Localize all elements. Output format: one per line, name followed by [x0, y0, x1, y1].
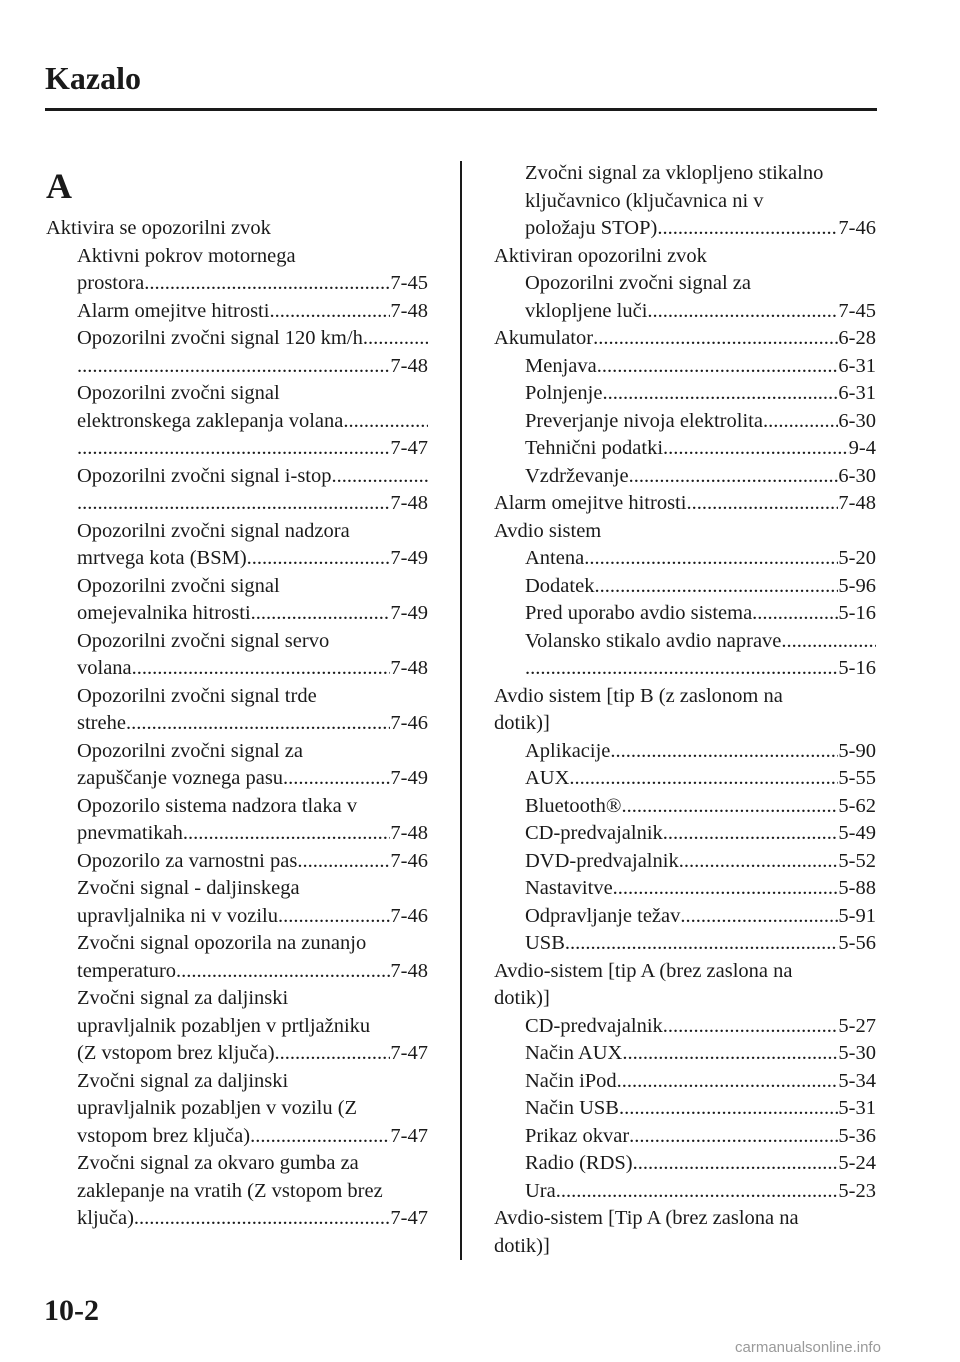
entry-term: Polnjenje: [525, 382, 603, 404]
index-heading: Zvočni signal za daljinski: [77, 987, 289, 1009]
index-heading: upravljalnik pozabljen v vozilu (Z: [77, 1097, 358, 1119]
entry-term: CD-predvajalnik: [525, 822, 663, 844]
dot-leader: [247, 545, 391, 573]
entry-page-ref: 7-49: [390, 767, 428, 789]
index-heading: Opozorilni zvočni signal servo: [77, 629, 330, 652]
index-entry: [494, 628, 876, 656]
dot-leader: [619, 1095, 838, 1123]
index-entry: [494, 600, 876, 628]
dot-leader: [597, 353, 839, 381]
entry-page-ref: 5-62: [838, 794, 876, 817]
entry-term: USB: [525, 932, 565, 954]
index-heading: ključavnico (ključavnica ni v: [525, 189, 764, 212]
section-letter: A: [46, 166, 72, 206]
dot-leader: [283, 765, 390, 793]
entry-page-ref: 9-4: [848, 437, 876, 459]
entry-page-ref: 7-48: [390, 492, 428, 514]
index-heading: Opozorilni zvočni signal trde: [77, 684, 317, 707]
entry-page-ref: 5-30: [838, 1042, 876, 1064]
entry-term: Način USB: [525, 1097, 619, 1119]
entry-term: Odpravljanje težav: [525, 904, 681, 927]
entry-term: Vzdrževanje: [525, 464, 629, 487]
entry-term: Alarm omejitve hitrosti: [77, 299, 270, 322]
dot-leader: [569, 765, 838, 793]
index-heading: Aktivira se opozorilni zvok: [46, 217, 271, 239]
dot-leader: [297, 848, 390, 876]
entry-term: volana: [77, 657, 132, 679]
entry-term: pnevmatikah: [77, 822, 183, 844]
entry-term: Opozorilo za varnostni pas: [77, 849, 298, 872]
index-entry: [494, 215, 876, 243]
index-entry: [46, 655, 428, 683]
entry-term: Preverjanje nivoja elektrolita: [525, 409, 763, 432]
dot-leader: [622, 1040, 838, 1068]
dot-leader: [752, 600, 838, 628]
entry-term: položaju STOP): [525, 217, 658, 239]
entry-page-ref: 6-30: [838, 409, 876, 432]
index-heading: Zvočni signal opozorila na zunanjo: [77, 932, 367, 954]
dot-leader: [132, 655, 391, 683]
dot-leader: [781, 628, 876, 656]
entry-page-ref: 7-45: [390, 272, 428, 294]
dot-leader: [77, 353, 390, 381]
index-entry: [494, 298, 876, 326]
index-entry: [494, 1095, 876, 1123]
index-entry: [494, 930, 876, 958]
entry-page-ref: 7-48: [390, 959, 428, 982]
index-entry: [494, 353, 876, 381]
index-entry: [494, 435, 876, 463]
dot-leader: [647, 298, 838, 326]
entry-term: Prikaz okvar: [525, 1124, 630, 1147]
index-entry: [46, 270, 428, 298]
entry-term: CD-predvajalnik: [525, 1014, 663, 1037]
entry-term: Bluetooth®: [525, 794, 622, 817]
entry-term: Pred uporabo avdio sistema: [525, 602, 753, 624]
index-entry: [46, 298, 428, 326]
entry-page-ref: 5-23: [838, 1179, 876, 1202]
entry-page-ref: 5-55: [838, 767, 876, 789]
index-heading: zaklepanje na vratih (Z vstopom brez: [77, 1179, 383, 1202]
index-entry: [46, 435, 428, 463]
dot-leader: [251, 600, 391, 628]
index-entry: [494, 1040, 876, 1068]
entry-term: ključa): [77, 1207, 134, 1229]
entry-page-ref: 5-31: [838, 1097, 876, 1119]
column-divider: [460, 161, 462, 1260]
entry-page-ref: 5-96: [838, 574, 876, 597]
entry-page-ref: 7-46: [390, 849, 428, 872]
index-heading: Opozorilni zvočni signal: [77, 574, 280, 597]
entry-page-ref: 7-45: [838, 299, 876, 322]
index-entry: [46, 408, 428, 436]
entry-page-ref: 7-46: [390, 712, 428, 734]
index-entry: [494, 1068, 876, 1096]
index-heading: Opozorilni zvočni signal: [77, 382, 280, 404]
dot-leader: [332, 463, 429, 491]
entry-term: Radio (RDS): [525, 1152, 633, 1174]
index-entry: [494, 655, 876, 683]
dot-leader: [565, 930, 839, 958]
index-heading: Avdio sistem [tip B (z zaslonom na: [494, 684, 783, 707]
index-entry: [46, 765, 428, 793]
dot-leader: [663, 435, 849, 463]
entry-term: omejevalnika hitrosti: [77, 602, 251, 624]
dot-leader: [584, 545, 838, 573]
index-heading: upravljalnik pozabljen v prtljažniku: [77, 1014, 371, 1037]
index-heading: Opozorilni zvočni signal za: [525, 272, 752, 294]
entry-term: Opozorilni zvočni signal 120 km/h: [77, 327, 363, 349]
entry-term: mrtvega kota (BSM): [77, 547, 247, 569]
dot-leader: [278, 903, 390, 931]
index-heading: Zvočni signal za daljinski: [77, 1069, 289, 1092]
entry-page-ref: 7-47: [390, 1124, 428, 1147]
dot-leader: [525, 655, 838, 683]
dot-leader: [594, 573, 838, 601]
dot-leader: [556, 1178, 839, 1206]
entry-page-ref: 5-34: [838, 1069, 876, 1092]
dot-leader: [269, 298, 390, 326]
entry-page-ref: 7-48: [390, 299, 428, 322]
index-heading: dotik)]: [494, 712, 550, 734]
index-entry: [494, 408, 876, 436]
index-entry: [494, 738, 876, 766]
index-entry: [494, 765, 876, 793]
index-heading: Avdio-sistem [tip A (brez zaslona na: [494, 959, 793, 982]
entry-page-ref: 5-56: [838, 932, 876, 954]
dot-leader: [126, 710, 390, 738]
index-entry: [46, 1123, 428, 1151]
entry-page-ref: 7-47: [390, 1042, 428, 1064]
entry-term: Aplikacije: [525, 739, 611, 762]
index-heading: Avdio-sistem [Tip A (brez zaslona na: [494, 1207, 799, 1229]
entry-page-ref: 7-46: [390, 904, 428, 927]
dot-leader: [343, 408, 428, 436]
dot-leader: [134, 1205, 391, 1233]
dot-leader: [621, 793, 838, 821]
index-entry: [494, 848, 876, 876]
header-rule: [45, 108, 877, 111]
entry-page-ref: 7-49: [390, 602, 428, 624]
entry-page-ref: 7-48: [390, 822, 428, 844]
dot-leader: [663, 1013, 839, 1041]
entry-term: strehe: [77, 712, 126, 734]
dot-leader: [250, 1123, 390, 1151]
dot-leader: [144, 270, 390, 298]
index-entry: [494, 1123, 876, 1151]
index-heading: Opozorilo sistema nadzora tlaka v: [77, 794, 358, 817]
index-entry: [494, 573, 876, 601]
index-entry: [494, 490, 876, 518]
entry-term: upravljalnika ni v vozilu: [77, 904, 278, 927]
dot-leader: [176, 958, 390, 986]
index-entry: [494, 545, 876, 573]
index-entry: [494, 1150, 876, 1178]
entry-term: (Z vstopom brez ključa): [77, 1042, 275, 1064]
entry-term: Dodatek: [525, 574, 595, 597]
entry-term: Način iPod: [525, 1069, 617, 1092]
dot-leader: [613, 875, 839, 903]
dot-leader: [617, 1068, 839, 1096]
entry-page-ref: 7-46: [838, 217, 876, 239]
entry-page-ref: 5-52: [838, 849, 876, 872]
entry-page-ref: 7-49: [390, 547, 428, 569]
entry-page-ref: 5-16: [838, 602, 876, 624]
dot-leader: [663, 820, 839, 848]
index-entry: [46, 820, 428, 848]
index-entry: [46, 958, 428, 986]
index-heading: Zvočni signal - daljinskega: [77, 877, 300, 899]
entry-page-ref: 6-31: [838, 354, 876, 377]
index-entry: [46, 490, 428, 518]
dot-leader: [629, 463, 839, 491]
index-entry: [46, 1040, 428, 1068]
index-entry: [494, 325, 876, 353]
entry-page-ref: 7-47: [390, 437, 428, 459]
index-heading: Aktivni pokrov motornega: [77, 244, 296, 267]
dot-leader: [183, 820, 391, 848]
entry-term: Akumulator: [494, 327, 594, 349]
entry-term: elektronskega zaklepanja volana: [77, 409, 344, 432]
entry-term: Tehnični podatki: [525, 437, 664, 459]
index-heading: Opozorilni zvočni signal za: [77, 739, 304, 762]
dot-leader: [275, 1040, 391, 1068]
entry-page-ref: 5-91: [838, 904, 876, 927]
dot-leader: [77, 435, 390, 463]
index-entry: [494, 820, 876, 848]
entry-term: AUX: [525, 767, 570, 789]
entry-page-ref: 7-48: [838, 492, 876, 514]
watermark[interactable]: carmanualsonline.info: [735, 1339, 881, 1356]
entry-page-ref: 6-30: [838, 464, 876, 487]
page-number: 10-2: [44, 1294, 99, 1327]
entry-term: vstopom brez ključa): [77, 1124, 251, 1147]
entry-term: vklopljene luči: [525, 299, 648, 322]
index-heading: Opozorilni zvočni signal nadzora: [77, 519, 350, 542]
entry-term: Volansko stikalo avdio naprave: [525, 629, 782, 652]
entry-page-ref: 5-49: [838, 822, 876, 844]
dot-leader: [633, 1150, 839, 1178]
index-column-right: [494, 160, 876, 1260]
index-column-left: [46, 215, 428, 1233]
entry-term: Ura: [525, 1179, 556, 1202]
index-entry: [46, 848, 428, 876]
index-heading: Avdio sistem: [494, 519, 602, 542]
entry-term: Opozorilni zvočni signal i-stop: [77, 464, 332, 487]
dot-leader: [593, 325, 838, 353]
dot-leader: [602, 380, 838, 408]
entry-term: Alarm omejitve hitrosti: [494, 492, 687, 514]
entry-term: prostora: [77, 272, 145, 294]
entry-term: Menjava: [525, 354, 597, 377]
entry-page-ref: 5-90: [838, 739, 876, 762]
index-entry: [46, 545, 428, 573]
entry-term: Način AUX: [525, 1042, 623, 1064]
dot-leader: [686, 490, 838, 518]
index-heading: Aktiviran opozorilni zvok: [494, 244, 707, 267]
index-entry: [494, 793, 876, 821]
dot-leader: [77, 490, 390, 518]
index-entry: [46, 600, 428, 628]
entry-page-ref: 5-16: [838, 657, 876, 679]
dot-leader: [610, 738, 838, 766]
entry-page-ref: 6-31: [838, 382, 876, 404]
index-entry: [46, 353, 428, 381]
index-entry: [46, 325, 428, 353]
index-entry: [46, 710, 428, 738]
entry-page-ref: 5-36: [838, 1124, 876, 1147]
entry-term: zapuščanje voznega pasu: [77, 767, 284, 789]
entry-page-ref: 5-88: [838, 877, 876, 899]
dot-leader: [363, 325, 428, 353]
entry-page-ref: 7-48: [390, 354, 428, 377]
entry-term: temperaturo: [77, 959, 177, 982]
entry-term: Nastavitve: [525, 877, 613, 899]
entry-page-ref: 5-27: [838, 1014, 876, 1037]
dot-leader: [629, 1123, 838, 1151]
index-entry: [494, 463, 876, 491]
index-heading: dotik)]: [494, 1234, 550, 1257]
index-entry: [494, 903, 876, 931]
entry-term: DVD-predvajalnik: [525, 849, 679, 872]
entry-term: Antena: [525, 547, 585, 569]
entry-page-ref: 7-48: [390, 657, 428, 679]
entry-page-ref: 5-20: [838, 547, 876, 569]
index-entry: [494, 1178, 876, 1206]
index-entry: [46, 463, 428, 491]
index-entry: [494, 1013, 876, 1041]
entry-page-ref: 5-24: [838, 1152, 876, 1174]
index-entry: [494, 875, 876, 903]
index-heading: dotik)]: [494, 987, 550, 1009]
index-heading: Zvočni signal za vklopljeno stikalno: [525, 162, 824, 184]
dot-leader: [763, 408, 838, 436]
dot-leader: [680, 903, 838, 931]
page-title: Kazalo: [45, 60, 141, 96]
index-entry: [46, 903, 428, 931]
dot-leader: [657, 215, 838, 243]
entry-page-ref: 7-47: [390, 1207, 428, 1229]
index-heading: Zvočni signal za okvaro gumba za: [77, 1152, 359, 1174]
entry-page-ref: 6-28: [838, 327, 876, 349]
index-entry: [494, 380, 876, 408]
dot-leader: [679, 848, 839, 876]
index-entry: [46, 1205, 428, 1233]
